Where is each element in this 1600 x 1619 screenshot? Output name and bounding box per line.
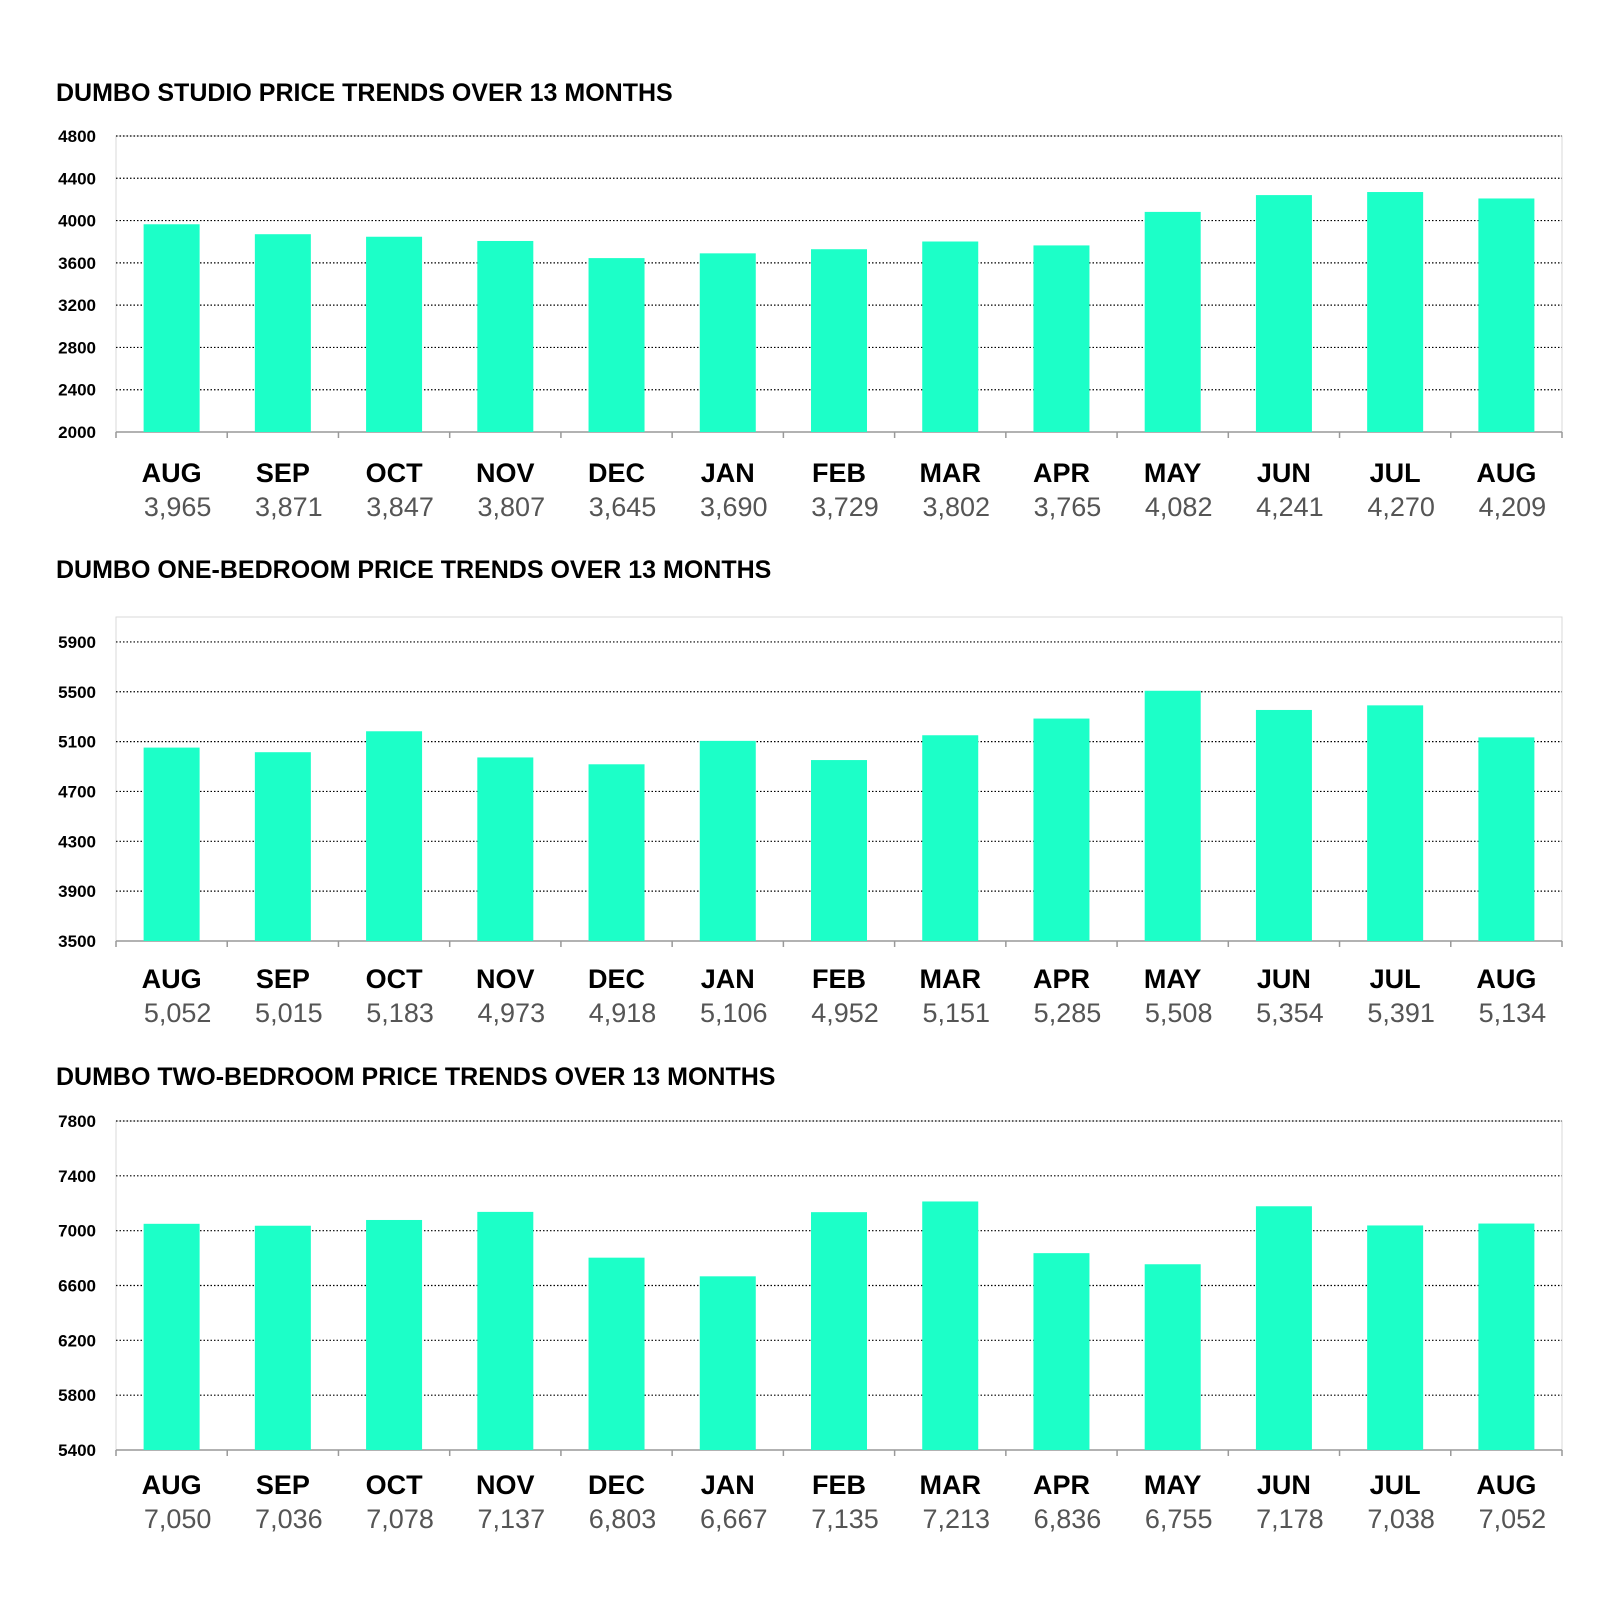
value-label: 5,391 — [1367, 998, 1435, 1028]
bar — [255, 752, 311, 941]
value-label: 5,106 — [699, 998, 768, 1028]
bar — [1033, 1253, 1089, 1450]
bar — [1033, 245, 1089, 432]
bar — [477, 1212, 533, 1450]
bar — [589, 764, 645, 941]
category-label: APR — [1032, 1470, 1090, 1500]
bar — [1033, 719, 1089, 941]
category-label: NOV — [476, 964, 535, 994]
y-tick-label: 2800 — [58, 338, 96, 358]
value-label: 5,285 — [1033, 998, 1102, 1028]
category-label: MAR — [919, 964, 981, 994]
bar — [700, 253, 756, 432]
y-tick-label: 7000 — [58, 1221, 96, 1241]
category-label: OCT — [365, 964, 423, 994]
category-label: AUG — [141, 964, 202, 994]
category-label: AUG — [1476, 1470, 1537, 1500]
category-label: APR — [1032, 964, 1090, 994]
category-label: FEB — [812, 964, 866, 994]
value-label: 7,213 — [922, 1504, 991, 1534]
value-label: 3,965 — [143, 492, 212, 522]
value-label: 7,052 — [1478, 1504, 1547, 1534]
value-label: 4,270 — [1367, 492, 1435, 522]
category-label: AUG — [141, 458, 202, 488]
value-label: 3,802 — [922, 492, 991, 522]
category-label: MAR — [919, 1470, 981, 1500]
category-label: FEB — [812, 458, 866, 488]
value-label: 7,137 — [477, 1504, 546, 1534]
value-label: 7,178 — [1256, 1504, 1324, 1534]
value-label: 3,847 — [366, 492, 434, 522]
value-label: 5,151 — [922, 998, 991, 1028]
chart-title: DUMBO ONE-BEDROOM PRICE TRENDS OVER 13 MONTHS — [56, 556, 772, 584]
value-label: 5,183 — [366, 998, 434, 1028]
y-tick-label: 4700 — [58, 782, 96, 802]
chart-1 — [56, 79, 1562, 522]
value-label: 7,135 — [811, 1504, 879, 1534]
bar — [922, 1201, 978, 1450]
category-label: NOV — [476, 458, 535, 488]
bar — [700, 1276, 756, 1450]
category-label: OCT — [365, 458, 423, 488]
chart-title: DUMBO STUDIO PRICE TRENDS OVER 13 MONTHS — [56, 79, 673, 107]
category-label: JUN — [1256, 458, 1311, 488]
value-label: 4,241 — [1256, 492, 1324, 522]
y-tick-label: 4300 — [58, 832, 96, 852]
value-label: 5,052 — [143, 998, 212, 1028]
y-tick-label: 3600 — [58, 253, 96, 273]
y-tick-label: 5800 — [58, 1386, 96, 1406]
y-tick-label: 6600 — [58, 1276, 96, 1296]
category-label: MAY — [1143, 1470, 1202, 1500]
value-label: 6,755 — [1144, 1504, 1213, 1534]
y-tick-label: 2400 — [58, 380, 96, 400]
y-tick-label: 5100 — [58, 732, 96, 752]
value-label: 5,508 — [1144, 998, 1213, 1028]
category-label: MAY — [1143, 458, 1202, 488]
bar — [477, 757, 533, 941]
bar — [255, 234, 311, 432]
bar — [700, 741, 756, 941]
bar — [1145, 212, 1201, 432]
category-label: AUG — [1476, 458, 1537, 488]
value-label: 5,354 — [1256, 998, 1324, 1028]
bar — [1367, 705, 1423, 941]
value-label: 7,050 — [143, 1504, 212, 1534]
y-tick-label: 3500 — [58, 932, 96, 951]
category-label: AUG — [1476, 964, 1537, 994]
chart-title: DUMBO TWO-BEDROOM PRICE TRENDS OVER 13 MONTHS — [56, 1063, 776, 1091]
category-label: DEC — [588, 964, 646, 994]
y-tick-label: 4800 — [58, 127, 96, 146]
value-label: 4,209 — [1478, 492, 1547, 522]
value-label: 6,836 — [1033, 1504, 1102, 1534]
y-tick-label: 5900 — [58, 632, 96, 652]
value-label: 4,082 — [1144, 492, 1213, 522]
bar — [1367, 1225, 1423, 1450]
value-label: 3,765 — [1033, 492, 1102, 522]
bar — [1478, 737, 1534, 941]
category-label: SEP — [255, 1470, 310, 1500]
bar — [811, 760, 867, 941]
value-label: 3,645 — [588, 492, 657, 522]
category-label: FEB — [812, 1470, 866, 1500]
category-label: JAN — [700, 458, 755, 488]
category-label: JUN — [1256, 964, 1311, 994]
y-tick-label: 6200 — [58, 1331, 96, 1351]
category-label: APR — [1032, 458, 1090, 488]
value-label: 7,078 — [366, 1504, 434, 1534]
y-tick-label: 3900 — [58, 882, 96, 902]
y-tick-label: 7800 — [58, 1112, 96, 1131]
value-label: 5,015 — [255, 998, 323, 1028]
value-label: 5,134 — [1478, 998, 1547, 1028]
bar — [589, 1258, 645, 1450]
bar — [922, 735, 978, 941]
bar — [144, 748, 200, 941]
bar — [922, 242, 978, 432]
bar — [366, 1220, 422, 1450]
category-label: MAR — [919, 458, 981, 488]
value-label: 4,918 — [588, 998, 657, 1028]
category-label: JUL — [1369, 964, 1421, 994]
y-tick-label: 7400 — [58, 1166, 96, 1186]
category-label: AUG — [141, 1470, 202, 1500]
value-label: 3,807 — [477, 492, 546, 522]
value-label: 4,952 — [811, 998, 879, 1028]
category-label: SEP — [255, 458, 310, 488]
y-tick-label: 5400 — [58, 1441, 96, 1460]
bar — [255, 1226, 311, 1450]
category-label: JAN — [700, 1470, 755, 1500]
category-label: JUL — [1369, 1470, 1421, 1500]
bar — [144, 1224, 200, 1450]
value-label: 7,038 — [1367, 1504, 1435, 1534]
bar — [1478, 198, 1534, 432]
bar — [1256, 195, 1312, 432]
bar — [366, 731, 422, 941]
category-label: OCT — [365, 1470, 423, 1500]
bar — [1145, 691, 1201, 941]
bar — [811, 249, 867, 432]
category-label: MAY — [1143, 964, 1202, 994]
bar — [1367, 192, 1423, 432]
bar — [144, 224, 200, 432]
value-label: 3,690 — [699, 492, 768, 522]
y-tick-label: 2000 — [58, 423, 96, 442]
value-label: 7,036 — [255, 1504, 323, 1534]
bar — [811, 1212, 867, 1450]
bar — [1256, 1206, 1312, 1450]
bar — [477, 241, 533, 432]
bar — [366, 237, 422, 432]
chart-2 — [56, 556, 1562, 1028]
category-label: DEC — [588, 1470, 646, 1500]
category-label: NOV — [476, 1470, 535, 1500]
chart-3 — [56, 1063, 1562, 1534]
value-label: 6,667 — [699, 1504, 768, 1534]
y-tick-label: 5500 — [58, 682, 96, 702]
value-label: 6,803 — [588, 1504, 657, 1534]
category-label: DEC — [588, 458, 646, 488]
bar — [1478, 1224, 1534, 1450]
category-label: JUL — [1369, 458, 1421, 488]
bar — [1256, 710, 1312, 941]
y-tick-label: 3200 — [58, 296, 96, 316]
bar — [589, 258, 645, 432]
y-tick-label: 4000 — [58, 211, 96, 231]
value-label: 3,871 — [255, 492, 323, 522]
value-label: 3,729 — [811, 492, 879, 522]
category-label: JAN — [700, 964, 755, 994]
category-label: JUN — [1256, 1470, 1311, 1500]
category-label: SEP — [255, 964, 310, 994]
bar — [1145, 1264, 1201, 1450]
y-tick-label: 4400 — [58, 169, 96, 189]
value-label: 4,973 — [477, 998, 546, 1028]
